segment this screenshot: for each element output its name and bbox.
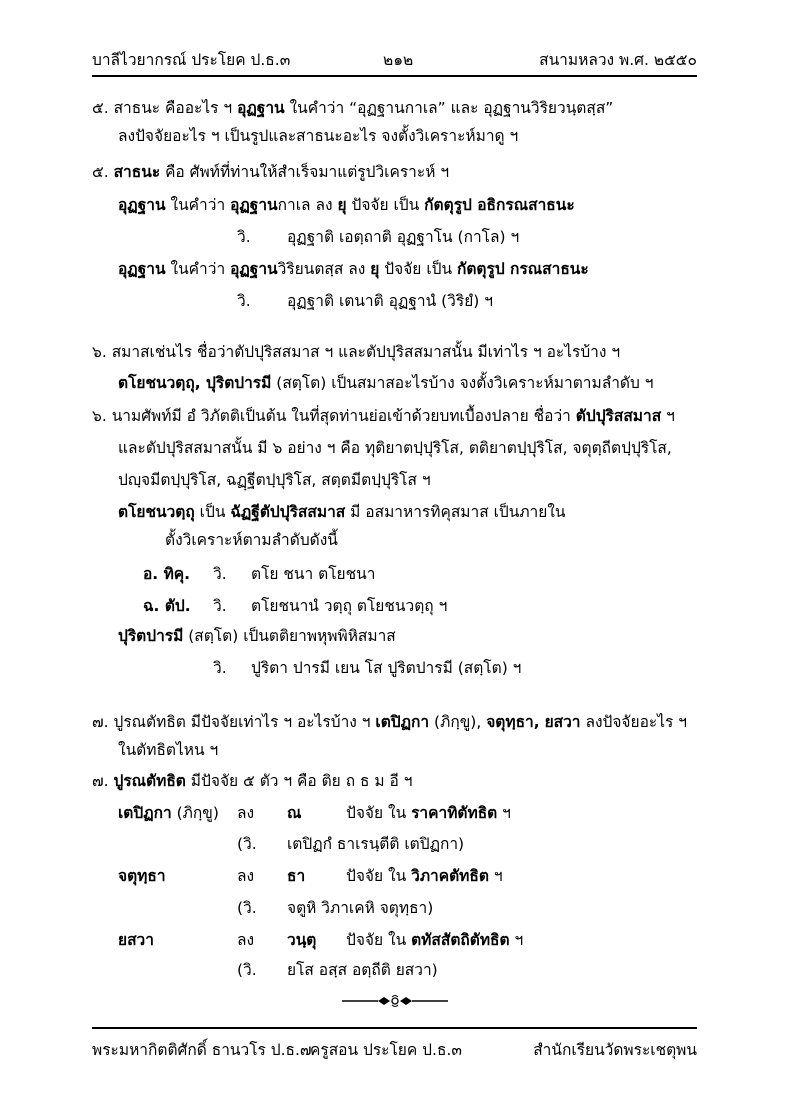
a5-r2-word: อุฏฐาน bbox=[118, 260, 166, 278]
a5-term: สาธนะ bbox=[113, 163, 161, 181]
q7-text-a: ๗. ปูรณตัทธิต มีปัจจัยเท่าไร ฯ อะไรบ้าง ฯ bbox=[92, 713, 376, 731]
a5-line1 bbox=[92, 162, 449, 182]
a7-row3-lng: ลง bbox=[237, 931, 255, 949]
a7-row3-vi: (วิ. bbox=[237, 961, 257, 979]
a5-r2-text3: ปัจจัย เป็น bbox=[379, 260, 457, 278]
a6-t-type: ฉัฏฐีตัปปุริสสมาส bbox=[230, 503, 346, 521]
ornament-divider bbox=[340, 994, 450, 1008]
q5-term: อุฏฐาน bbox=[237, 99, 285, 117]
a5-r1-form: กัตตุรูป อธิกรณสาธนะ bbox=[424, 196, 575, 214]
a6-r1-vi: วิ. bbox=[213, 565, 227, 583]
a6-t-text2: มี อสมาหารทิคุสมาส เป็นภายใน bbox=[345, 503, 566, 521]
a7-number: ๗. bbox=[92, 772, 114, 790]
a5-r2-suffix: ยุ bbox=[370, 260, 380, 278]
a5-r1-text: ในคำว่า bbox=[165, 196, 231, 214]
a5-r1-bold: อุฏฐาน bbox=[230, 196, 278, 214]
a7-row3-word-bold: ยสวา bbox=[118, 931, 154, 949]
q6-terms: ตโยชนวตฺถุ, ปุริตปารมี bbox=[118, 374, 272, 392]
a7-row1-lng: ลง bbox=[237, 804, 255, 822]
a7-row1-cat bbox=[346, 803, 511, 823]
a5-r1-text2: กาเล ลง bbox=[277, 196, 338, 214]
a7-row1-word-bold: เตปิฏกา bbox=[118, 804, 172, 822]
a5-r2-vi-text: อุฏฐาติ เตนาติ อุฏฐานํ (วิริยํ) ฯ bbox=[287, 292, 493, 310]
a6-p-vi: วิ. bbox=[213, 659, 227, 677]
q7-word1: เตปิฏกา bbox=[375, 713, 430, 731]
footer-left: พระมหากิตติศักดิ์ ธานวโร ป.ธ.๗ bbox=[92, 1041, 312, 1059]
a5-r1-vi-label: วิ. bbox=[237, 228, 251, 246]
a6-t-text: เป็น bbox=[194, 503, 231, 521]
a7-row2-mid: ปัจจัย ใน bbox=[346, 867, 412, 885]
a6-p-word: ปุริตปารมี bbox=[118, 627, 184, 645]
q7-line1 bbox=[92, 712, 687, 732]
a5-r1-vi-text: อุฏฐาติ เอตฺถาติ อุฏฐาโน (กาโล) ฯ bbox=[287, 228, 520, 246]
a7-row3-suffix: วนฺตุ bbox=[287, 931, 317, 949]
a5-r2-text: ในคำว่า bbox=[165, 260, 231, 278]
a6-r2-text: ตโยชนานํ วตฺถุ ตโยชนวตฺถุ ฯ bbox=[251, 597, 448, 615]
q7-line2: ในตัทธิตไหน ฯ bbox=[118, 741, 219, 759]
a7-text: มีปัจจัย ๕ ตัว ฯ คือ ติย ถ ธ ม อี ฯ bbox=[185, 772, 413, 790]
header-rule bbox=[92, 75, 697, 77]
a7-row3-vi-text: ยโส อสฺส อตฺถีติ ยสวา) bbox=[287, 961, 438, 979]
a7-row2-lng: ลง bbox=[237, 867, 255, 885]
a7-row2-end: ฯ bbox=[488, 867, 503, 885]
a7-row2-cat bbox=[346, 866, 503, 886]
a5-row2 bbox=[118, 259, 589, 279]
a7-line1 bbox=[92, 771, 412, 791]
q5-text-a: ๕. สาธนะ คืออะไร ฯ bbox=[92, 99, 238, 117]
a6-purita-line bbox=[118, 626, 396, 646]
a5-r2-form: กัตตุรูป กรณสาธนะ bbox=[456, 260, 589, 278]
a5-r2-vi-label: วิ. bbox=[237, 292, 251, 310]
a7-row2-category: วิภาคตัทธิต bbox=[411, 867, 489, 885]
a7-row3-cat bbox=[346, 930, 523, 950]
q6-line1: ๖. สมาสเช่นไร ชื่อว่าตัปปุริสสมาส ฯ และตัปปุริสสมาสนั้น มีเท่าไร ฯ อะไรบ้าง ฯ bbox=[92, 343, 621, 361]
a7-row1-category: ราคาทิตัทธิต bbox=[411, 804, 498, 822]
a7-term: ปูรณตัทธิต bbox=[113, 772, 186, 790]
q7-text-c: (ภิกฺขู), bbox=[429, 713, 487, 731]
a6-line1 bbox=[92, 406, 675, 426]
q6-line2 bbox=[118, 373, 653, 393]
page-number: ๒๑๒ bbox=[383, 51, 414, 69]
footer-center: ครูสอน ประโยค ป.ธ.๓ bbox=[310, 1041, 462, 1059]
a5-row1 bbox=[118, 195, 575, 215]
footer-rule bbox=[92, 1027, 697, 1029]
a6-tayojana-line bbox=[118, 502, 566, 522]
a7-row3-word bbox=[118, 930, 154, 950]
a5-number: ๕. bbox=[92, 163, 114, 181]
a6-line2: และตัปปุริสสมาสนั้น มี ๖ อย่าง ฯ คือ ทุติยาตปฺปุริโส, ตติยาตปฺปุริโส, จตุตฺถีตปฺปุริโส, bbox=[118, 439, 672, 457]
a5-r2-text2: วิริยนตสฺส ลง bbox=[277, 260, 371, 278]
a6-r2-label: ฉ. ตัป. bbox=[143, 597, 191, 615]
a6-t-line2: ตั้งวิเคราะห์ตามลำดับดังนี้ bbox=[165, 531, 338, 549]
a7-row1-mid: ปัจจัย ใน bbox=[346, 804, 412, 822]
a7-row3-end: ฯ bbox=[509, 931, 524, 949]
a7-row1-vi-text: เตปิฏกํ ธาเรนฺตีติ เตปิฏกา) bbox=[287, 835, 465, 853]
a6-p-text: (สตฺโต) เป็นตติยาพหุพพิหิสมาส bbox=[183, 627, 396, 645]
a7-row3-mid: ปัจจัย ใน bbox=[346, 931, 412, 949]
a6-line3: ปญฺจมีตปฺปุริโส, ฉฏฺฐีตปฺปุริโส, สตฺตมีตปฺปุริโส ฯ bbox=[118, 471, 431, 489]
a7-row1-suffix: ณ bbox=[287, 804, 302, 822]
a5-r1-text3: ปัจจัย เป็น bbox=[346, 196, 425, 214]
a7-row2-vi: (วิ. bbox=[237, 899, 257, 917]
a7-row1-word bbox=[118, 803, 219, 823]
footer-right: สำนักเรียนวัดพระเชตุพน bbox=[533, 1041, 697, 1059]
a6-text-c: ฯ bbox=[661, 407, 675, 425]
q5-line1 bbox=[92, 98, 613, 118]
a7-row1-end: ฯ bbox=[497, 804, 511, 822]
a7-row1-vi: (วิ. bbox=[237, 835, 257, 853]
a6-t-word: ตโยชนวตฺถุ bbox=[118, 503, 195, 521]
a7-row2-vi-text: จตูหิ วิภาเคหิ จตุทฺธา) bbox=[287, 899, 434, 917]
a6-r1-text: ตโย ชนา ตโยชนา bbox=[251, 565, 376, 583]
header-left: บาลีไวยากรณ์ ประโยค ป.ธ.๓ bbox=[92, 51, 291, 69]
a6-r1-label: อ. ทิคุ. bbox=[143, 565, 191, 583]
a6-p-vi-text: ปูริตา ปารมี เยน โส ปูริตปารมี (สตฺโต) ฯ bbox=[251, 659, 522, 677]
a7-row2-suffix: ธา bbox=[287, 867, 306, 885]
a7-row3-category: ตทัสสัตถิตัทธิต bbox=[411, 931, 510, 949]
q7-text-g: ลงปัจจัยอะไร ฯ bbox=[580, 713, 687, 731]
a5-r1-suffix: ยุ bbox=[337, 196, 347, 214]
q7-word2: จตุทฺธา, bbox=[486, 713, 540, 731]
q7-word3: ยสวา bbox=[544, 713, 581, 731]
a6-text-a: ๖. นามศัพท์มี อํ วิภัตติเป็นต้น ในที่สุดท่านย่อเข้าด้วยบทเบื้องปลาย ชื่อว่า bbox=[92, 407, 576, 425]
q6-text: (สตฺโต) เป็นสมาสอะไรบ้าง จงตั้งวิเคราะห์มาตามลำดับ ฯ bbox=[271, 374, 654, 392]
a5-r1-word: อุฏฐาน bbox=[118, 196, 166, 214]
a7-row2-word-bold: จตุทฺธา bbox=[118, 867, 166, 885]
a6-r2-vi: วิ. bbox=[213, 597, 227, 615]
a5-definition: คือ ศัพท์ที่ท่านให้สำเร็จมาแต่รูปวิเคราะห์ ฯ bbox=[160, 163, 450, 181]
a6-term: ตัปปุริสสมาส bbox=[575, 407, 662, 425]
q5-line2: ลงปัจจัยอะไร ฯ เป็นรูปและสาธนะอะไร จงตั้งวิเคราะห์มาดู ฯ bbox=[118, 127, 519, 145]
a7-row2-word bbox=[118, 866, 166, 886]
a7-row1-word-extra: (ภิกฺขู) bbox=[171, 804, 219, 822]
q5-text-c: ในคำว่า “อุฏฐานกาเล” และ อุฏฐานวิริยวนฺตสฺส” bbox=[284, 99, 614, 117]
a5-r2-bold: อุฏฐาน bbox=[230, 260, 278, 278]
header-right: สนามหลวง พ.ศ. ๒๕๕๐ bbox=[539, 51, 697, 69]
